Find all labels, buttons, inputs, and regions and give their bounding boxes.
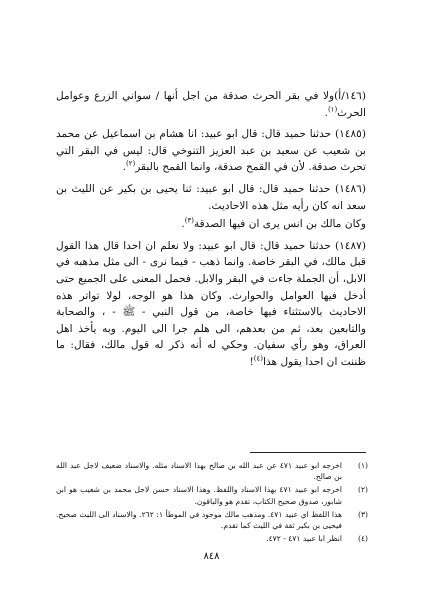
footnote-marker: (١) (327, 105, 338, 114)
footnote-number: (٣) (357, 509, 368, 519)
paragraph-text: حدثنا حميد قال: قال ابو عبيد: ولا نعلم ان احدا قال هذا القول قبل مالك، في البقر خاصة. وانما ذهب - فيما نرى - الى مثل مذهبه في الابل، أن الجملة جاءت في البقر والابل. فحمل المعنى على الجميع حتى أدخل فيها العوامل والحوارث. وكان هذا هو الوجه، لولا تواتر هذه الاحاديث بالاستثناء فيها خاصة، من قول النبي - ﷺ - ، والصحابة والتابعين بعد، ثم من بعدهم، الى هلم جرا الى اليوم. وبه يأخذ اهل العراق، وهو رأي سفيان. وحكي له أنه ذكر له قول مالك، فقال: ما ظننت ان احدا يقول هذا (56, 239, 366, 368)
footnote-separator (250, 452, 366, 453)
footnote (56, 509, 368, 531)
footnote-text: اخرجه ابو عبيد ٤٧١ بهذا الاسناد واللفظ. وهذا الاسناد حسن لاجل محمد بن شعيب هو ابن شابور، صدوق صحيح الكتاب، تقدم هو والباقون. (56, 485, 343, 506)
footnote-number: (٢) (357, 485, 368, 495)
footnote-text: انظر ابا عبيد ٤٧١ - ٤٧٢. (266, 534, 342, 544)
footnote-text: اخرجه ابو عبيد ٤٧١ عن عبد الله بن صالح بهذا الاسناد مثله. والاسناد ضعيف لاجل عبد الله بن صالح. (56, 461, 343, 482)
footnote-number: (١) (357, 461, 368, 470)
footnote-marker: (٣) (184, 216, 194, 225)
paragraph-text: وكان مالك بن انس يرى ان فيها الصدقة (193, 218, 366, 231)
paragraph-text: حدثنا حميد قال: قال ابو عبيد: انا هشام بن اسماعيل عن محمد بن شعيب عن سعيد بن عبد العزيز التنوخي قال: ليس في البقر التي تحرث صدقة. لأن في القمح صدقة، وانما القمح بالبقر (56, 128, 366, 174)
paragraph-number: (١٤٨٧) (334, 239, 366, 252)
paragraph-tail: . (122, 161, 126, 174)
paragraph-tail: ! (249, 355, 254, 368)
paragraph-text: ولا في بقر الحرث صدقة من اجل أنها / سواني الزرع وعوامل الحرث (56, 90, 366, 119)
footnote (56, 460, 368, 482)
footnote-marker: (٤) (253, 354, 264, 363)
paragraph-1485 (56, 126, 366, 176)
footnote-text: هذا اللفظ اي عبيد ٤٧١. ومذهب مالك موجود في الموطأ ١: ٢٦٢. والاسناد الى الليث صحيح. فيحيى بن بكير ثقة في الليث كما تقدم. (56, 509, 342, 531)
paragraph-number: (١٤٦/أ) (334, 90, 366, 102)
footnote-marker: (٢) (125, 159, 136, 168)
footnote (56, 484, 368, 506)
paragraph-text: حدثنا حميد قال: قال ابو عبيد: ثنا يحيى بن بكير عن الليث بن سعد انه كان رأيه مثل هذه الاحاديث. (56, 182, 366, 212)
page-number: ٨٤٨ (203, 551, 220, 562)
paragraph-tail: . (181, 218, 185, 231)
paragraph-number: (١٤٨٦) (334, 182, 367, 195)
footnote-number: (٤) (357, 534, 368, 544)
main-text (56, 88, 366, 376)
paragraph-1486 (56, 181, 366, 214)
paragraph-1487 (56, 238, 366, 371)
paragraph-tail: . (324, 106, 328, 119)
paragraph-146a (56, 88, 366, 121)
footnotes (56, 460, 368, 546)
paragraph-malik (56, 216, 366, 233)
footnote (56, 533, 368, 544)
paragraph-number: (١٤٨٥) (334, 128, 367, 141)
